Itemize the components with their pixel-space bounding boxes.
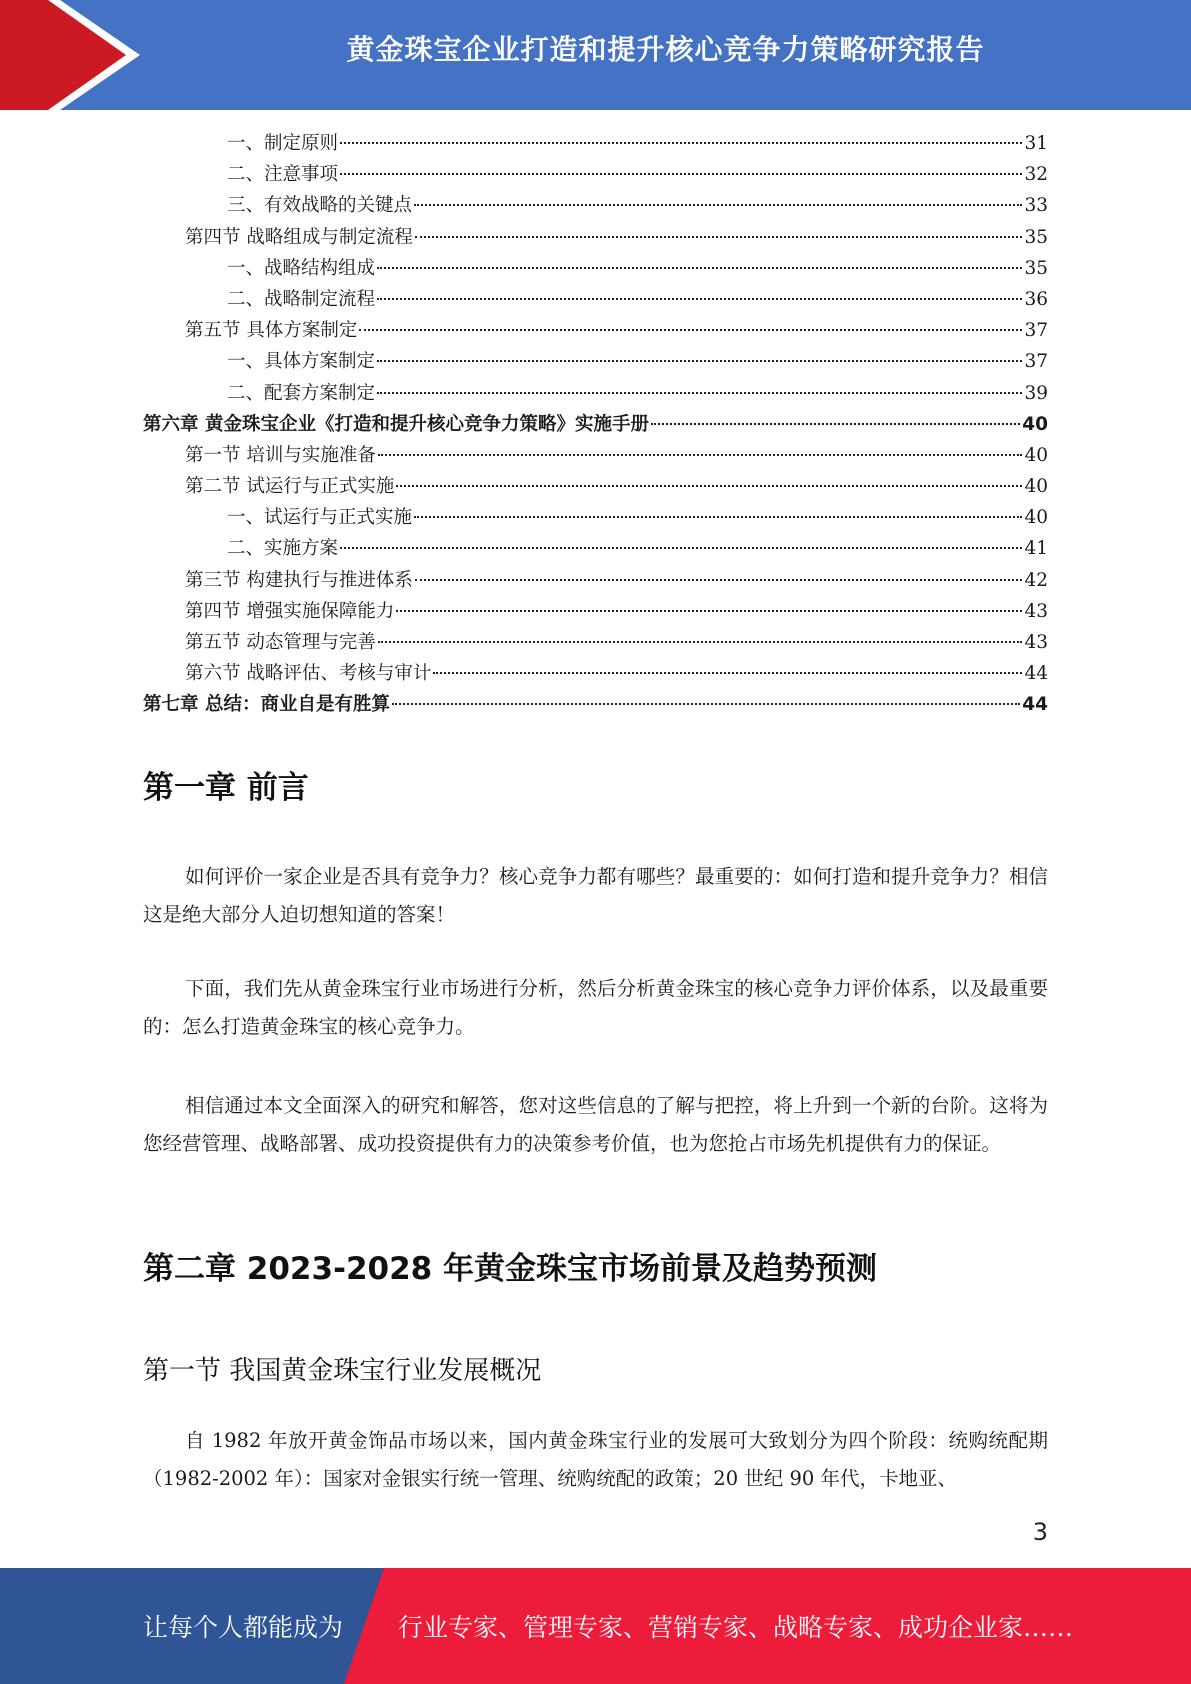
toc-entry-page: 31 (1024, 133, 1048, 154)
toc-dot-leader (340, 173, 1022, 175)
toc-dot-leader (377, 392, 1022, 394)
toc-dot-leader (378, 641, 1023, 643)
toc-dot-leader (392, 703, 1020, 705)
footer-slogan-right: 行业专家、管理专家、营销专家、战略专家、成功企业家…… (398, 1613, 1074, 1642)
page-number: 3 (1032, 1518, 1048, 1546)
toc-entry-page: 35 (1024, 257, 1048, 279)
toc-entry-page: 35 (1024, 226, 1048, 248)
toc-entry-label: 第一节 培训与实施准备 (185, 444, 376, 466)
toc-dot-leader (378, 454, 1023, 456)
section-1-title: 第一节 我国黄金珠宝行业发展概况 (143, 1356, 542, 1386)
toc-entry-label: 二、注意事项 (227, 164, 339, 186)
toc-entry-page: 40 (1024, 507, 1048, 529)
toc-entry-page: 44 (1022, 694, 1048, 716)
toc-dot-leader (340, 547, 1022, 549)
footer-slogan-left: 让每个人都能成为 (143, 1613, 344, 1642)
toc-dot-leader (415, 236, 1023, 238)
toc-entry[interactable] (143, 440, 1048, 471)
toc-dot-leader (340, 142, 1022, 144)
toc-entry-page: 40 (1024, 444, 1048, 466)
toc-entry[interactable] (143, 222, 1048, 253)
toc-dot-leader (651, 423, 1020, 425)
toc-dot-leader (377, 267, 1022, 269)
toc-entry-page: 32 (1024, 164, 1048, 186)
toc-entry[interactable] (143, 689, 1048, 720)
chapter-1-title: 第一章 前言 (143, 770, 309, 806)
toc-entry[interactable] (143, 502, 1048, 533)
toc-entry[interactable] (143, 533, 1048, 564)
toc-entry[interactable] (143, 471, 1048, 502)
toc-entry-label: 一、试运行与正式实施 (227, 507, 413, 529)
toc-entry[interactable] (143, 128, 1048, 159)
toc-entry[interactable] (143, 159, 1048, 190)
toc-entry-label: 第五节 动态管理与完善 (185, 632, 376, 653)
table-of-contents (143, 128, 1048, 721)
toc-entry[interactable] (143, 627, 1048, 658)
toc-entry-label: 第四节 战略组成与制定流程 (185, 226, 413, 248)
toc-entry-page: 37 (1024, 320, 1048, 342)
toc-dot-leader (414, 204, 1022, 206)
chapter-2-title: 第二章 2023-2028 年黄金珠宝市场前景及趋势预测 (143, 1251, 878, 1287)
toc-entry[interactable] (143, 378, 1048, 409)
toc-entry-label: 第四节 增强实施保障能力 (185, 600, 395, 622)
toc-entry-page: 37 (1024, 351, 1048, 373)
chapter-1-paragraph-1: 如何评价一家企业是否具有竞争力？核心竞争力都有哪些？最重要的：如何打造和提升竞争力？相信这是绝大部分人迫切想知道的答案！ (143, 865, 1048, 926)
toc-entry-page: 40 (1024, 476, 1048, 498)
chapter-2-paragraph-1: 自 1982 年放开黄金饰品市场以来，国内黄金珠宝行业的发展可大致划分为四个阶段：统购统配期（1982-2002 年）：国家对金银实行统一管理、统购统配的政策；20 世纪 90 年代，卡地亚、 (143, 1429, 1048, 1490)
toc-entry-page: 39 (1024, 382, 1048, 404)
toc-entry[interactable] (143, 565, 1048, 596)
chapter-1-paragraph-2: 下面，我们先从黄金珠宝行业市场进行分析，然后分析黄金珠宝的核心竞争力评价体系，以及最重要的：怎么打造黄金珠宝的核心竞争力。 (143, 977, 1048, 1038)
toc-entry[interactable] (143, 190, 1048, 221)
toc-entry-label: 二、战略制定流程 (227, 288, 376, 310)
toc-entry[interactable] (143, 315, 1048, 346)
report-title: 黄金珠宝企业打造和提升核心竞争力策略研究报告 (346, 33, 985, 66)
toc-entry-page: 36 (1024, 288, 1048, 310)
toc-entry[interactable] (143, 284, 1048, 315)
toc-entry[interactable] (143, 658, 1048, 689)
toc-entry[interactable] (143, 253, 1048, 284)
toc-entry[interactable] (143, 346, 1048, 377)
toc-entry-label: 第六节 战略评估、考核与审计 (185, 663, 432, 685)
toc-entry-label: 一、具体方案制定 (227, 351, 376, 373)
toc-entry-label: 二、实施方案 (227, 538, 339, 560)
toc-dot-leader (396, 610, 1022, 612)
toc-entry[interactable] (143, 596, 1048, 627)
toc-dot-leader (414, 516, 1022, 518)
toc-entry-page: 44 (1024, 663, 1048, 685)
toc-entry-page: 42 (1024, 569, 1048, 591)
toc-entry-page: 43 (1024, 632, 1048, 653)
toc-entry-label: 第五节 具体方案制定 (185, 320, 358, 342)
toc-entry[interactable] (143, 409, 1048, 440)
toc-entry-label: 第六章 黄金珠宝企业《打造和提升核心竞争力策略》实施手册 (143, 413, 649, 435)
toc-entry-label: 一、制定原则 (227, 133, 339, 154)
toc-entry-label: 三、有效战略的关键点 (227, 195, 413, 217)
toc-entry-label: 二、配套方案制定 (227, 382, 376, 404)
toc-entry-page: 43 (1024, 600, 1048, 622)
toc-entry-label: 第七章 总结：商业自是有胜算 (143, 694, 390, 716)
toc-dot-leader (396, 485, 1022, 487)
toc-dot-leader (377, 360, 1022, 362)
toc-entry-page: 40 (1022, 413, 1048, 435)
toc-dot-leader (433, 672, 1022, 674)
toc-dot-leader (377, 298, 1022, 300)
toc-entry-page: 33 (1024, 195, 1048, 217)
toc-entry-label: 一、战略结构组成 (227, 257, 376, 279)
toc-dot-leader (415, 579, 1023, 581)
header-banner (0, 0, 1191, 110)
toc-entry-page: 41 (1024, 538, 1048, 560)
toc-entry-label: 第三节 构建执行与推进体系 (185, 569, 413, 591)
toc-entry-label: 第二节 试运行与正式实施 (185, 476, 395, 498)
toc-dot-leader (359, 329, 1022, 331)
chapter-1-paragraph-3: 相信通过本文全面深入的研究和解答，您对这些信息的了解与把控，将上升到一个新的台阶。这将为您经营管理、战略部署、成功投资提供有力的决策参考价值，也为您抢占市场先机提供有力的保证。 (143, 1094, 1048, 1155)
footer-banner (0, 1568, 1191, 1684)
